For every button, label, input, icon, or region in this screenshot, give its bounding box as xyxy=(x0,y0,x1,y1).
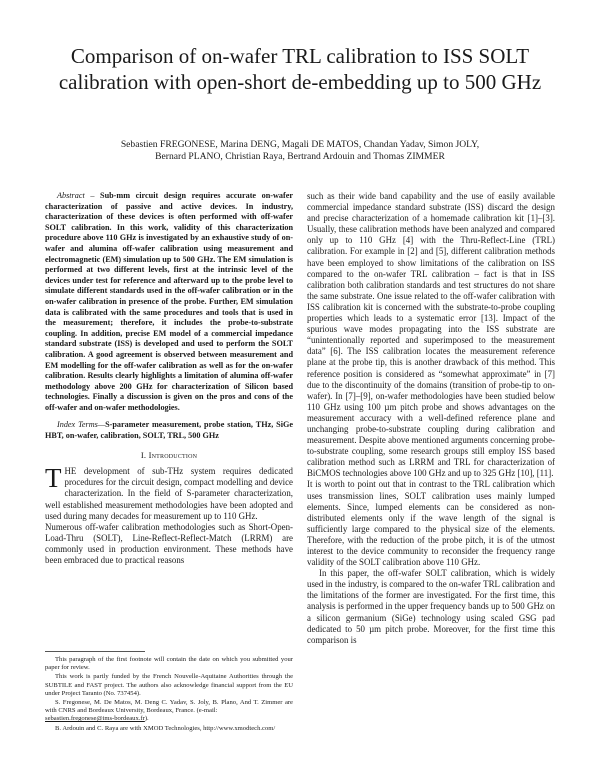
footnote-1: This paragraph of the first footnote will contain the date on which you submitted your paper for review. xyxy=(45,656,293,672)
intro-paragraph-1 xyxy=(45,463,293,521)
footnote-3-end: ). xyxy=(144,715,149,723)
footnote-rule xyxy=(45,651,145,652)
intro-paragraph-2: Numerous off-wafer calibration methodologies such as Short-Open-Load-Thru (SOLT), Line-Reflect-Reflect-Match (LRRM) are commonly used in production environment. These methods have been embraced due to practical reasons xyxy=(45,521,293,565)
index-terms-text: S-parameter measurement, probe station, THz, SiGe HBT, on-wafer, calibration, SOLT, TRL, 500 GHz xyxy=(45,420,293,441)
abstract-label: Abstract – xyxy=(57,191,95,200)
right-paragraph-1: such as their wide band capability and the use of easily available commercial impedance standard substrate (ISS) discard the design and precise characterization of a homemade calibration kit [1]–[3]. Usually, these calibration methods have been analyzed and compared only up to 110 GHz [4] with the Thru-Reflect-Line (TRL) calibration. For example in [2] and [5], different calibration methods have been employed to show limitations of the calibration on ISS compared to the on-wafer TRL calibration – fact is that in ISS calibration both calibration standards and test structures do not share the same substrate. One issue related to the off-wafer calibration with ISS calibration kit is concerned with the substrate-to-probe coupling properties which leads to a systematic error [13]. Impact of the spurious wave modes propagating into the ISS substrate are “unintentionally reported and superimposed to the measurement data” [6]. The ISS calibration locates the measurement reference plane at the probe tip, this is another drawback of this method. This reference position is considered as “somewhat approximate” in [7] due to the discontinuity of the domains (transition of probe-tip to on-wafer). In [7]–[9], on-wafer methodologies have been studied below 110 GHz using 100 µm pitch probe and shows advantages on the measurement accuracy with a well-defined reference plane and unchanging probe-to-substrate coupling during calibration and measurement. Despite above mentioned arguments concerning probe-to-substrate coupling, some research groups still employ ISS based calibration method such as LRRM and TRL for characterization of BiCMOS technologies above 100 GHz and up to 325 GHz [10], [11]. xyxy=(307,191,556,479)
authors-line-2: Bernard PLANO, Christian Raya, Bertrand Ardouin and Thomas ZIMMER xyxy=(155,151,445,163)
intro-paragraph-1-text: HE development of sub-THz system requires dedicated procedures for the circuit design, compact modelling and device characterization. In the field of S-parameter characterization, well established measurement methodologies have been adopted and used during many decades for measurement up to 110 GHz. xyxy=(45,466,293,521)
index-terms xyxy=(45,420,293,441)
drop-cap: T xyxy=(45,463,62,494)
footnote-2: This work is partly funded by the French Nouvelle-Aquitaine Authorities through the SUBTILE and FAST project. The authors also acknowledge financial support from the EU under Project Taranto (No. 737454). xyxy=(45,673,293,697)
right-column xyxy=(307,191,555,646)
footnote-3-text: S. Fregonese, M. De Matos, M. Deng C. Yadav, S. Joly, B. Plano, And T. Zimmer are with CNRS and Bordeaux University, Bordeaux, France. (e-mail: xyxy=(45,699,293,715)
left-column xyxy=(45,191,293,566)
index-terms-label: Index Terms— xyxy=(57,420,106,430)
paper-title: Comparison of on-wafer TRL calibration to ISS SOLT calibration with open-short de-embedding up to 500 GHz xyxy=(58,44,542,94)
authors-line-1: Sebastien FREGONESE, Marina DENG, Magali DE MATOS, Chandan Yadav, Simon JOLY, xyxy=(120,139,480,150)
right-paragraph-2: It is worth to point out that in contrast to the TRL calibration which uses transmission lines, SOLT calibration uses mainly lumped elements. Since, lumped elements can be considered as non-distributed elements only if the wave length of the signal is sufficiently large compared to the physical size of the elements. Therefore, with the reduction of the probe pitch, it is of the utmost interest to the device community to reconsider the frequency range validity of the SOLT calibration above 110 GHz. xyxy=(307,479,555,568)
author-list xyxy=(60,139,540,164)
footnotes xyxy=(45,651,293,734)
right-paragraph-3: In this paper, the off-wafer SOLT calibration, which is widely used in the industry, is compared to the on-wafer TRL calibration and the limitations of the former are investigated. For the first time, this analysis is performed in the upper frequency bands up to 500 GHz on a silicon germanium (SiGe) technology using scaled GSG pad dedicated to 50 µm pitch probe. Moreover, for the first time this comparison is xyxy=(307,568,555,645)
abstract xyxy=(45,191,293,413)
author-email-link[interactable]: sebastien.fregonese@ims-bordeaux.fr xyxy=(45,715,145,723)
footnote-3 xyxy=(45,699,293,724)
abstract-text: Sub-mm circuit design requires accurate on-wafer characterization of passive and active devices. In industry, characterization of these devices is often performed with off-wafer SOLT calibration. In this work, validity of this characterization procedure above 110 GHz is investigated by an exhaustive study of on-wafer and alumina off-wafer calibration using measurement and electromagnetic (EM) simulation up to 500 GHz. The EM simulation is performed at two different levels, first at the intrinsic level of the devices under test for reference and afterward up to the probe level to simulate different standards used in the off-wafer calibration or in the on-wafer calibration in presence of the probe. Further, EM simulation data is calibrated with the same procedures and tools that is used in the measurement; therefore, it includes the probe-to-substrate coupling. In addition, precise EM model of a commercial impedance standard substrate (ISS) is developed and used to perform the SOLT calibration. A good agreement is observed between measurement and EM modelling for the off-wafer calibration as well as for the on-wafer calibration. Results clearly highlights a limitation of alumina off-wafer methodology above 200 GHz for characterization of Silicon based technologies. Finally a discussion is given on the pros and cons of the off-wafer and on-wafer methodologies. xyxy=(45,191,294,412)
section-heading-introduction: I. Introduction xyxy=(140,449,198,460)
footnote-4: B. Ardouin and C. Raya are with XMOD Technologies, http://www.xmodtech.com/ xyxy=(55,724,276,732)
